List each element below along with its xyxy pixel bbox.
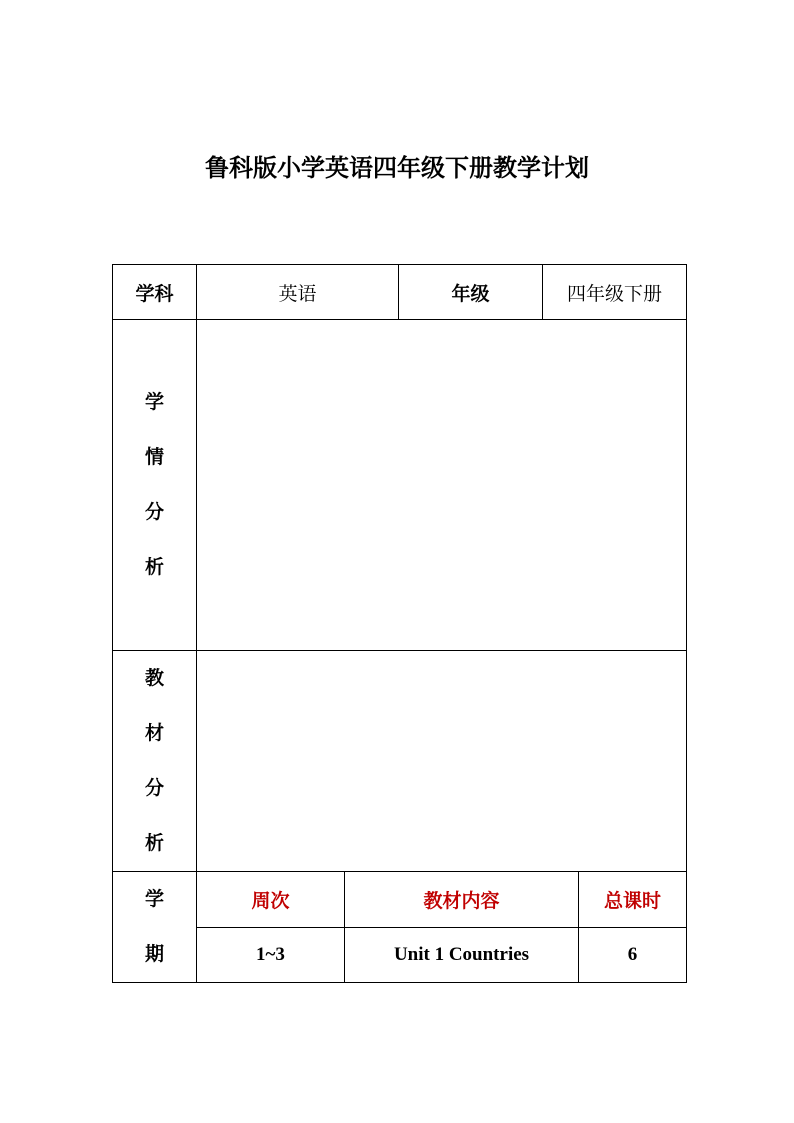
material-analysis-content[interactable] [197, 651, 687, 872]
label-char: 分 [144, 501, 164, 523]
hours-cell: 6 [579, 927, 687, 983]
subject-value: 英语 [197, 265, 399, 320]
week-cell: 1~3 [197, 927, 345, 983]
grade-value: 四年级下册 [543, 265, 687, 320]
learning-analysis-label [113, 320, 197, 651]
label-char: 析 [144, 556, 164, 578]
label-char: 教 [144, 667, 164, 689]
semester-label [113, 872, 197, 983]
subject-label: 学科 [113, 265, 197, 320]
material-analysis-label [113, 651, 197, 872]
label-char: 期 [144, 943, 164, 965]
table-row [113, 927, 687, 983]
hours-header: 总课时 [579, 872, 687, 928]
teaching-plan-table [112, 264, 687, 983]
document-title: 鲁科版小学英语四年级下册教学计划 [205, 154, 589, 182]
label-char: 析 [144, 832, 164, 854]
label-char: 材 [144, 722, 164, 744]
content-header: 教材内容 [345, 872, 579, 928]
schedule-header-row [113, 872, 687, 928]
week-header: 周次 [197, 872, 345, 928]
learning-analysis-content[interactable] [197, 320, 687, 651]
label-char: 情 [144, 446, 164, 468]
label-char: 学 [144, 888, 164, 910]
learning-analysis-row [113, 320, 687, 651]
material-analysis-row [113, 651, 687, 872]
label-char: 学 [144, 391, 164, 413]
label-char: 分 [144, 777, 164, 799]
grade-label: 年级 [399, 265, 543, 320]
content-cell: Unit 1 Countries [345, 927, 579, 983]
subject-row [113, 265, 687, 320]
